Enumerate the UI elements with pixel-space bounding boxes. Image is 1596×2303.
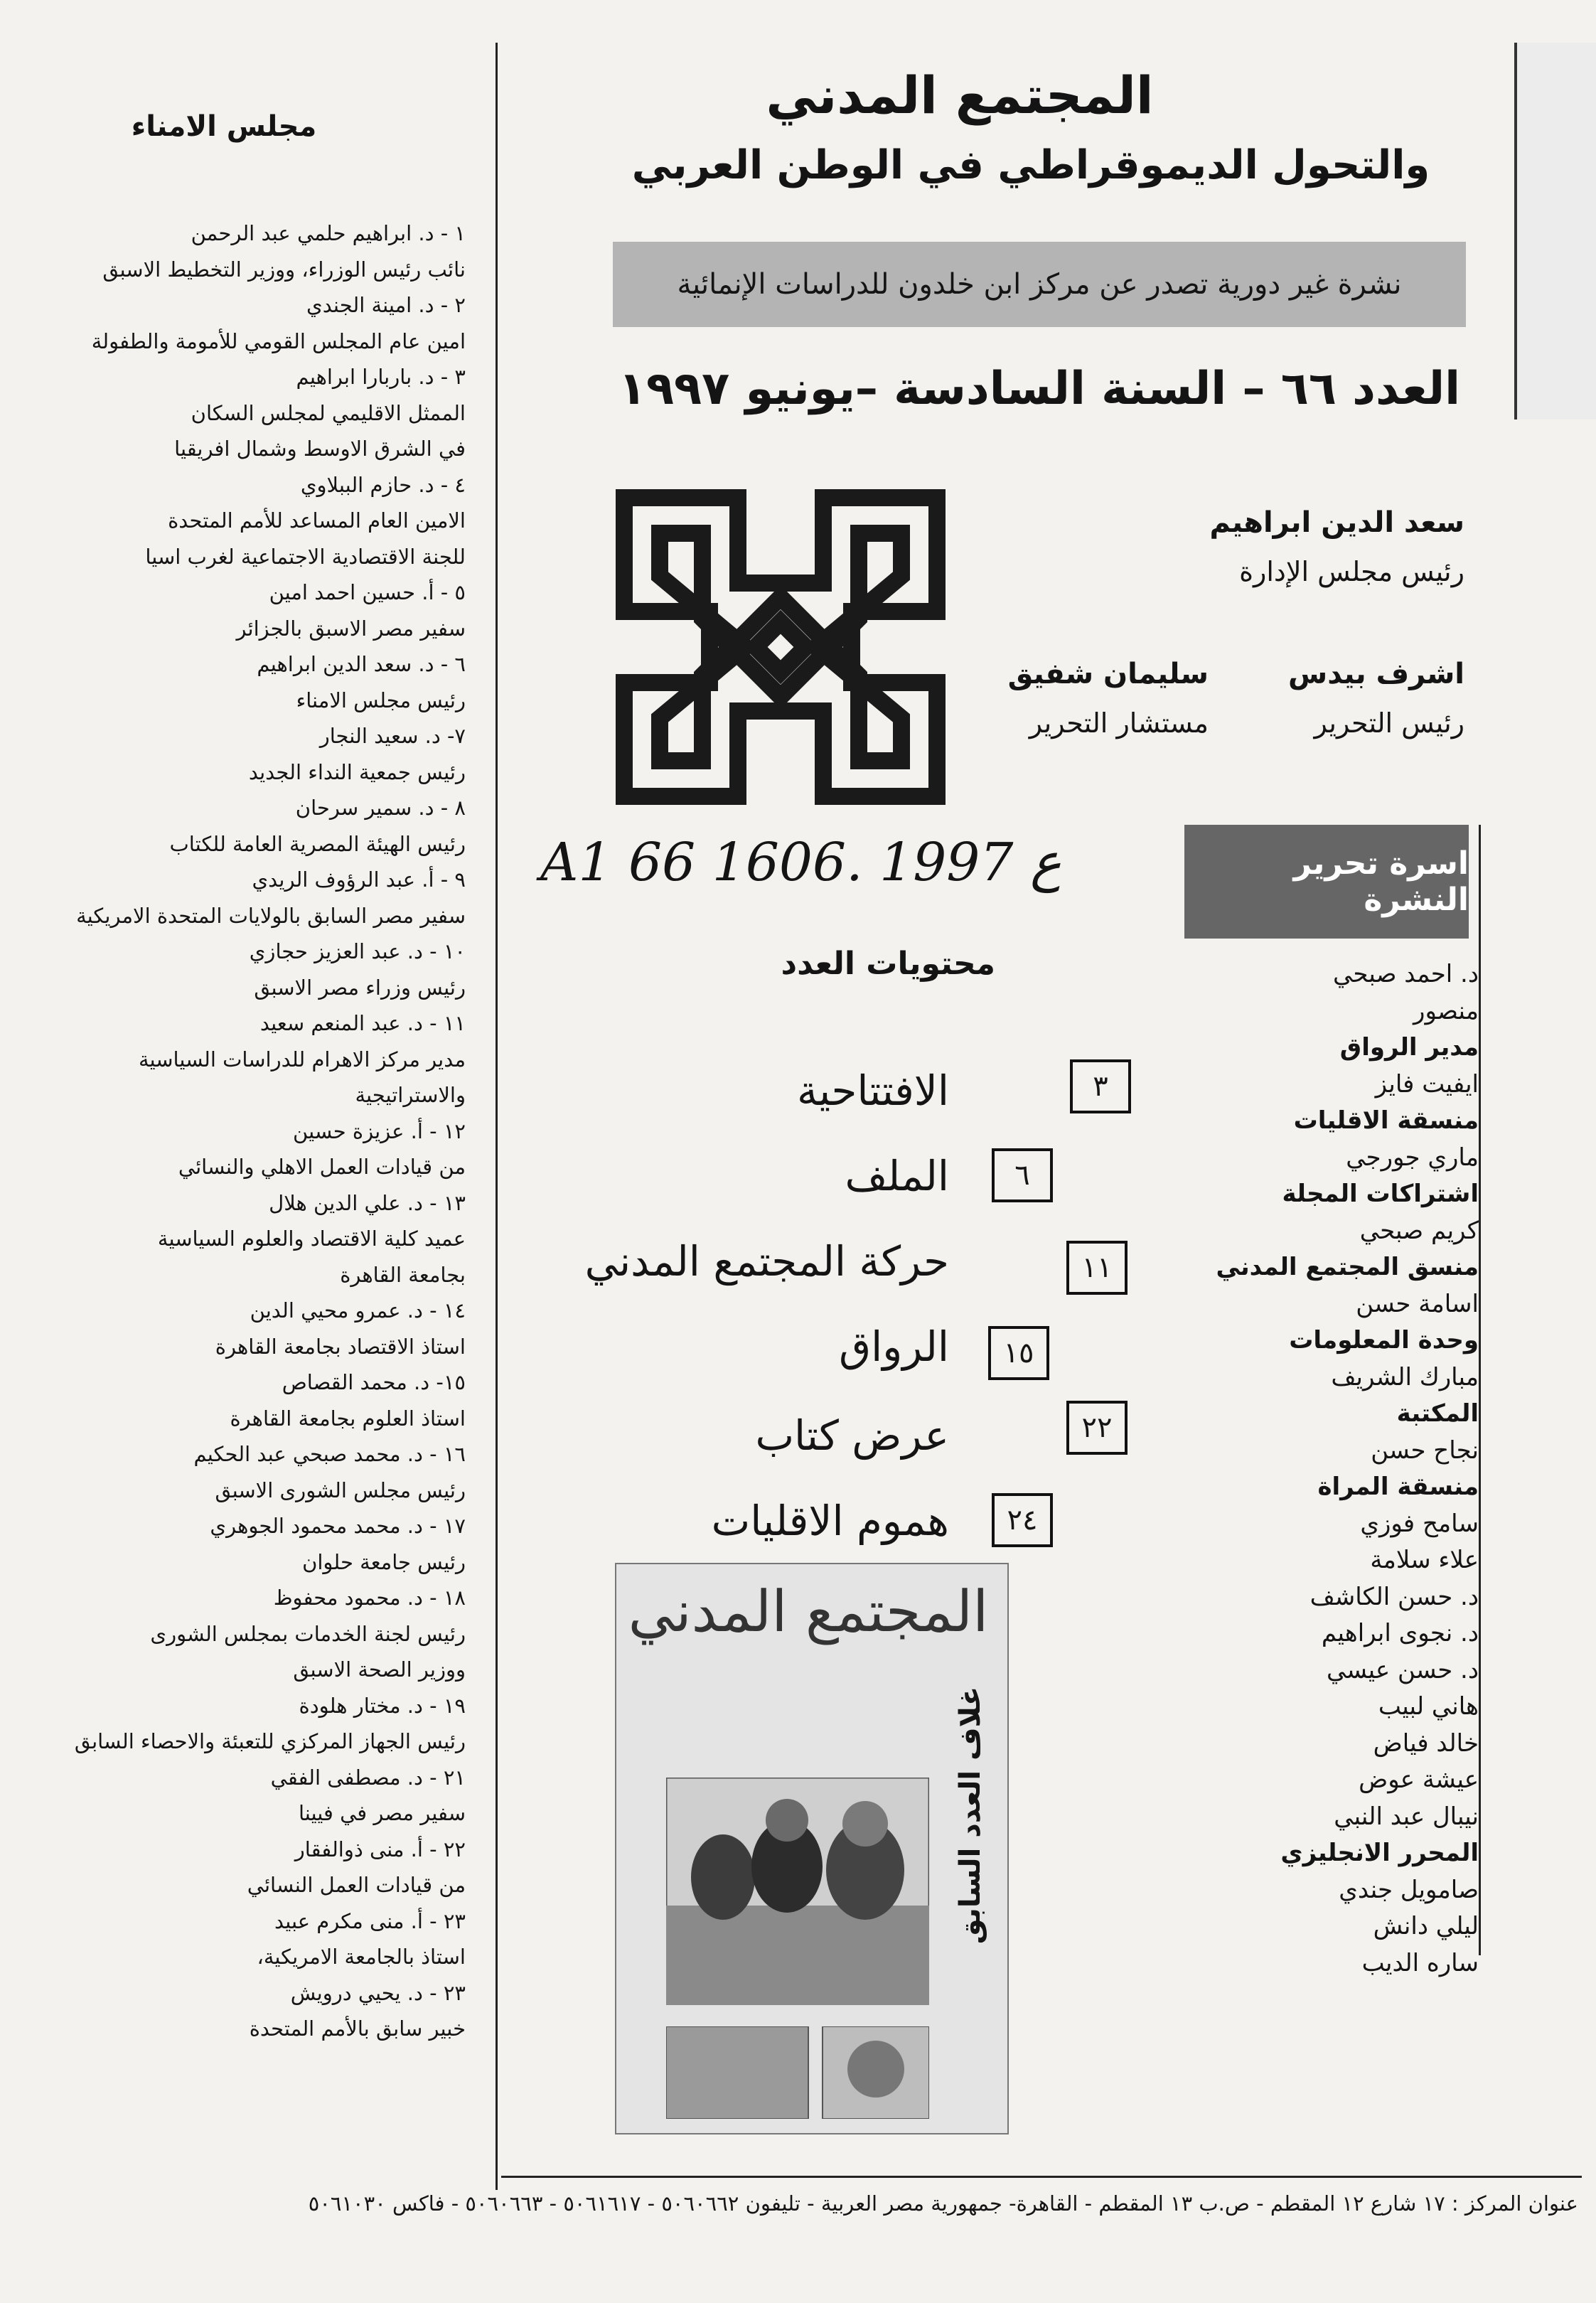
board-entry: ٥ - أ. حسين احمد امين bbox=[269, 580, 466, 604]
toc-page-number: ١١ bbox=[1066, 1241, 1128, 1295]
staff-name: مبارك الشريف bbox=[1331, 1362, 1479, 1391]
board-entry: رئيس وزراء مصر الاسبق bbox=[254, 975, 466, 1000]
board-entry: ١٨ - د. محمود محفوظ bbox=[273, 1586, 466, 1610]
toc-item-label: هموم الاقليات bbox=[711, 1497, 949, 1545]
board-entry: استاذ العلوم بجامعة القاهرة bbox=[230, 1406, 466, 1431]
board-entry: بجامعة القاهرة bbox=[340, 1262, 466, 1287]
board-entry: ١٠ - د. عبد العزيز حجازي bbox=[249, 939, 466, 963]
board-entry: ١٣ - د. علي الدين هلال bbox=[269, 1190, 466, 1215]
board-entry: ١ - د. ابراهيم حلمي عبد الرحمن bbox=[191, 221, 466, 245]
board-entry: ١٥- د. محمد القصاص bbox=[282, 1370, 466, 1394]
board-entry: امين عام المجلس القومي للأمومة والطفولة bbox=[91, 328, 466, 353]
toc-item-label: الرواق bbox=[839, 1323, 949, 1371]
staff-name: ساره الديب bbox=[1361, 1948, 1479, 1977]
board-entry: ١٤ - د. عمرو محيي الدين bbox=[250, 1298, 466, 1323]
board-entry: ١٦ - د. محمد صبحي عبد الحكيم bbox=[193, 1442, 466, 1466]
cover-caption: غلاف العدد السابق bbox=[954, 1686, 987, 1945]
column-divider-right bbox=[1479, 825, 1481, 1955]
staff-name: د. نجوى ابراهيم bbox=[1321, 1619, 1479, 1647]
board-entry: رئيس الهيئة المصرية العامة للكتاب bbox=[169, 831, 466, 856]
staff-name: عيشة عوض bbox=[1359, 1765, 1479, 1794]
advisor-role: مستشار التحرير bbox=[1029, 707, 1209, 739]
toc-item-label: الملف bbox=[845, 1152, 949, 1200]
issue-line: العدد ٦٦ – السنة السادسة –يونيو ١٩٩٧ bbox=[618, 363, 1461, 415]
toc-page-number: ٢٢ bbox=[1066, 1401, 1128, 1455]
board-entry: والاستراتيجية bbox=[355, 1083, 466, 1107]
toc-page-number: ٦ bbox=[992, 1148, 1053, 1202]
board-entry: سفير مصر السابق بالولايات المتحدة الامريكية bbox=[76, 903, 466, 928]
board-entry: ٢٣ - د. يحيي درويش bbox=[290, 1980, 466, 2005]
footer-rule bbox=[501, 2176, 1582, 2178]
page-edge-strip bbox=[1514, 43, 1596, 420]
board-entry: للجنة الاقتصادية الاجتماعية لغرب اسيا bbox=[145, 544, 466, 569]
board-entry: خبير سابق بالأمم المتحدة bbox=[249, 2016, 466, 2041]
board-entry: رئيس الجهاز المركزي للتعبئة والاحصاء السابق bbox=[74, 1729, 466, 1753]
editor-role: رئيس التحرير bbox=[1314, 707, 1464, 739]
editor-name: اشرف بيدس bbox=[1288, 658, 1464, 690]
board-entry: رئيس جامعة حلوان bbox=[302, 1549, 466, 1574]
board-entry: عميد كلية الاقتصاد والعلوم السياسية bbox=[157, 1227, 466, 1251]
board-list bbox=[11, 215, 466, 2047]
staff-name: نجاح حسن bbox=[1371, 1436, 1479, 1465]
staff-name: ماري جورجي bbox=[1346, 1143, 1479, 1172]
staff-role: اشتراكات المجلة bbox=[1282, 1180, 1479, 1208]
staff-name: د. احمد صبحي bbox=[1333, 960, 1479, 988]
staff-name: نيبال عبد النبي bbox=[1334, 1802, 1479, 1831]
board-entry: الممثل الاقليمي لمجلس السكان bbox=[191, 400, 466, 425]
staff-name: ايفيت فايز bbox=[1375, 1069, 1479, 1099]
board-entry: ١٩ - د. مختار هلودة bbox=[299, 1693, 466, 1718]
board-entry: رئيس لجنة الخدمات بمجلس الشورى bbox=[150, 1621, 466, 1646]
cover-photo-small bbox=[666, 2026, 929, 2119]
board-entry: ٦ - د. سعد الدين ابراهيم bbox=[257, 652, 466, 676]
staff-role: منسقة المراة bbox=[1317, 1473, 1479, 1501]
board-entry: رئيس مجلس الامناء bbox=[296, 688, 466, 712]
staff-name: د. حسن عيسي bbox=[1326, 1655, 1479, 1684]
footer-address: عنوان المركز : ١٧ شارع ١٢ المقطم - ص.ب ١٣ المقطم - القاهرة- جمهورية مصر العربية - تليفون ٥٠٦٠٦٦٢ - ٥٠٦١٦١٧ - ٥٠٦٠٦٦٣ - فاكس ٥٠٦١٠٣٠ bbox=[308, 2191, 1578, 2216]
staff-role: المحرر الانجليزي bbox=[1280, 1839, 1479, 1867]
staff-role: منسق المجتمع المدني bbox=[1216, 1253, 1479, 1281]
board-entry: سفير مصر الاسبق بالجزائر bbox=[236, 616, 466, 641]
board-entry: من قيادات العمل الاهلي والنسائي bbox=[178, 1155, 466, 1179]
board-entry: ٩ - أ. عبد الرؤوف الريدي bbox=[252, 867, 466, 892]
board-entry: ٢٢ - أ. منى ذوالفقار bbox=[294, 1837, 466, 1861]
board-entry: ١٧ - د. محمد محمود الجوهري bbox=[210, 1514, 466, 1538]
board-entry: استاذ الاقتصاد بجامعة القاهرة bbox=[215, 1334, 466, 1359]
board-entry: مدير مركز الاهرام للدراسات السياسية bbox=[138, 1047, 466, 1072]
board-entry: سفير مصر في فيينا bbox=[298, 1801, 466, 1825]
cover-photo bbox=[666, 1778, 929, 2005]
staff-name: خالد فياض bbox=[1373, 1728, 1479, 1758]
board-entry: ١٢ - أ. عزيزة حسين bbox=[293, 1118, 466, 1143]
publication-title: المجتمع المدني bbox=[766, 65, 1154, 125]
toc-item-label: حركة المجتمع المدني bbox=[584, 1237, 949, 1286]
chair-role: رئيس مجلس الإدارة bbox=[1239, 556, 1464, 587]
board-entry: ووزير الصحة الاسبق bbox=[293, 1657, 466, 1682]
publication-subtitle: والتحول الديموقراطي في الوطن العربي bbox=[631, 142, 1430, 188]
board-title: مجلس الامناء bbox=[131, 110, 317, 143]
staff-name: د. حسن الكاشف bbox=[1310, 1582, 1479, 1611]
staff-name: اسامة حسن bbox=[1356, 1289, 1479, 1318]
board-entry: ٣ - د. باربارا ابراهيم bbox=[296, 365, 466, 389]
toc-page-number: ٢٤ bbox=[992, 1493, 1053, 1547]
staff-name: صامويل جندي bbox=[1339, 1875, 1479, 1904]
staff-name: علاء سلامة bbox=[1370, 1546, 1479, 1574]
contents-title: محتويات العدد bbox=[781, 946, 995, 982]
board-entry: ٢ - د. امينة الجندي bbox=[306, 293, 466, 317]
staff-name: كريم صبحي bbox=[1359, 1216, 1479, 1245]
board-entry: ٧- د. سعيد النجار bbox=[319, 724, 466, 748]
publisher-banner: نشرة غير دورية تصدر عن مركز ابن خلدون للدراسات الإنمائية bbox=[613, 242, 1466, 327]
staff-name: منصور bbox=[1413, 996, 1479, 1025]
chair-name: سعد الدين ابراهيم bbox=[1209, 506, 1464, 539]
staff-name: هاني لبيب bbox=[1378, 1692, 1479, 1721]
staff-name: سامح فوزي bbox=[1360, 1509, 1479, 1538]
staff-role: مدير الرواق bbox=[1339, 1033, 1479, 1062]
board-entry: رئيس جمعية النداء الجديد bbox=[248, 759, 466, 784]
center-logo bbox=[610, 483, 951, 811]
staff-role: المكتبة bbox=[1396, 1399, 1479, 1428]
board-entry: ٢٣ - أ. منى مكرم عبيد bbox=[274, 1908, 466, 1933]
board-entry: رئيس مجلس الشورى الاسبق bbox=[215, 1478, 466, 1502]
board-entry: ٢١ - د. مصطفى الفقي bbox=[270, 1765, 466, 1790]
toc-page-number: ١٥ bbox=[988, 1326, 1049, 1380]
board-entry: الامين العام المساعد للأمم المتحدة bbox=[168, 508, 466, 533]
toc-item-label: عرض كتاب bbox=[755, 1411, 949, 1460]
board-entry: نائب رئيس الوزراء، ووزير التخطيط الاسبق bbox=[102, 257, 466, 282]
handwritten-catalog-note: A1 66 ع 1997 .1606 bbox=[540, 832, 1062, 893]
board-entry: ١١ - د. عبد المنعم سعيد bbox=[259, 1011, 466, 1035]
advisor-name: سليمان شفيق bbox=[1007, 658, 1209, 690]
staff-role: منسقة الاقليات bbox=[1293, 1106, 1479, 1135]
staff-title: اسرة تحرير النشرة bbox=[1184, 825, 1469, 939]
previous-issue-cover-image bbox=[615, 1563, 1009, 2134]
board-entry: ٤ - د. حازم الببلاوي bbox=[300, 472, 466, 497]
column-divider-left bbox=[496, 43, 498, 2190]
staff-name: ليلي دانش bbox=[1373, 1912, 1479, 1940]
board-entry: استاذ بالجامعة الامريكية، bbox=[257, 1945, 466, 1969]
staff-list bbox=[1166, 956, 1479, 1982]
board-entry: ٨ - د. سمير سرحان bbox=[295, 796, 466, 820]
board-entry: في الشرق الاوسط وشمال افريقيا bbox=[174, 437, 466, 461]
staff-role: وحدة المعلومات bbox=[1289, 1326, 1479, 1354]
toc-item-label: الافتتاحية bbox=[796, 1067, 949, 1115]
toc-page-number: ٣ bbox=[1070, 1059, 1131, 1113]
cover-headline: المجتمع المدني bbox=[628, 1578, 989, 1645]
board-entry: من قيادات العمل النسائي bbox=[247, 1873, 466, 1897]
